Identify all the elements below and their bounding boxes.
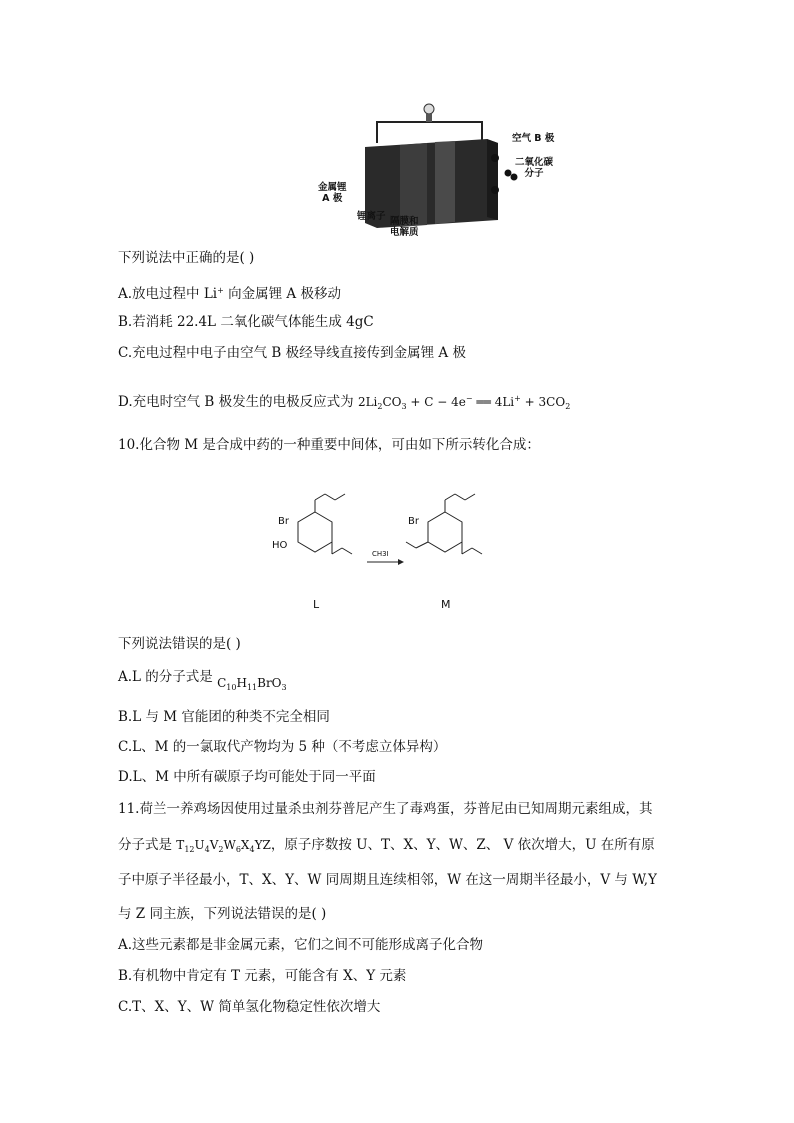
q9-option-a-charge: +	[217, 286, 224, 295]
reagent-label: CH3I	[372, 550, 389, 558]
q9-option-d-equation: $2Li_2CO_3 + C - 4e^-$ ══ $4Li^+ + 3CO_2$	[357, 394, 571, 411]
separator-line2: 电解质	[390, 227, 419, 238]
q11-line2-prefix: 分子式是	[118, 837, 172, 853]
q9-option-a-rest: 向金属锂 A 极移动	[223, 286, 341, 302]
q11-option-a: A.这些元素都是非金属元素，它们之间不可能形成离子化合物	[118, 937, 484, 953]
q10-option-b: B.L 与 M 官能团的种类不完全相同	[118, 709, 330, 725]
lithium-ion-label: 锂离子	[357, 211, 386, 222]
separator-line1: 隔膜和	[390, 216, 419, 227]
q9-option-d-text: D.充电时空气 B 极发生的电极反应式为	[118, 394, 354, 410]
q10-option-a-text: A.L 的分子式是	[118, 669, 213, 685]
q9-option-a	[118, 282, 341, 303]
bromine-atom-m: Br	[408, 516, 419, 527]
q10-stem: 10.化合物 M 是合成中药的一种重要中间体，可由如下所示转化合成：	[118, 437, 540, 453]
co2-molecule-icon	[505, 170, 512, 177]
q11-line3: 子中原子半径最小，T、X、Y、W 同周期且连续相邻，W 在这一周期半径最小，V 与 W,Y	[118, 872, 657, 888]
lithium-anode-line2: A 极	[322, 193, 343, 204]
q11-option-b: B.有机物中肯定有 T 元素，可能含有 X、Y 元素	[118, 968, 407, 984]
lithium-anode-line1: 金属锂	[318, 182, 347, 193]
air-electrode-label: 空气 B 极	[512, 133, 555, 144]
reaction-scheme	[270, 492, 530, 582]
co2-label-line2: 分子	[524, 168, 544, 179]
q10-option-a	[118, 668, 287, 691]
q11-line4: 与 Z 同主族，下列说法错误的是( )	[118, 906, 327, 922]
separator-label	[390, 216, 419, 238]
q10-prompt: 下列说法错误的是( )	[118, 636, 241, 652]
circuit-wire	[377, 122, 482, 143]
co2-label-line1: 二氧化碳	[515, 157, 554, 168]
q11-line2-suffix: ，原子序数按 U、T、X、Y、W、Z、 V 依次增大，U 在所有原	[270, 837, 655, 853]
q11-line2	[118, 836, 655, 859]
q9-prompt: 下列说法中正确的是( )	[118, 250, 255, 266]
q9-option-b: B.若消耗 22.4L 二氧化碳气体能生成 4gC	[118, 314, 374, 330]
q10-option-a-formula: $C_{10}H_{11}BrO_3$	[217, 676, 287, 692]
q9-option-d	[118, 390, 570, 416]
q9-option-c: C.充电过程中电子由空气 B 极经导线直接传到金属锂 A 极	[118, 345, 466, 361]
molecule-l-label: L	[313, 598, 320, 611]
q9-option-a-text: A.放电过程中 Li	[118, 286, 218, 302]
co2-label	[515, 157, 553, 179]
q11-formula: $T_{12}U_4V_2W_6X_4YZ$	[176, 838, 271, 854]
bulb-icon	[424, 104, 434, 114]
q11-option-c: C.T、X、Y、W 简单氢化物稳定性依次增大	[118, 999, 381, 1015]
q11-line1: 11.荷兰一养鸡场因使用过量杀虫剂芬普尼产生了毒鸡蛋，芬普尼由已知周期元素组成，其	[118, 801, 653, 817]
lithium-anode-label	[318, 182, 347, 204]
q10-option-c: C.L、M 的一氯取代产物均为 5 种（不考虑立体异构）	[118, 739, 447, 755]
bromine-atom-l: Br	[278, 516, 289, 527]
molecule-m-label: M	[441, 598, 451, 611]
hydroxyl-group-l: HO	[272, 540, 288, 551]
q10-option-d: D.L、M 中所有碳原子均可能处于同一平面	[118, 769, 376, 785]
